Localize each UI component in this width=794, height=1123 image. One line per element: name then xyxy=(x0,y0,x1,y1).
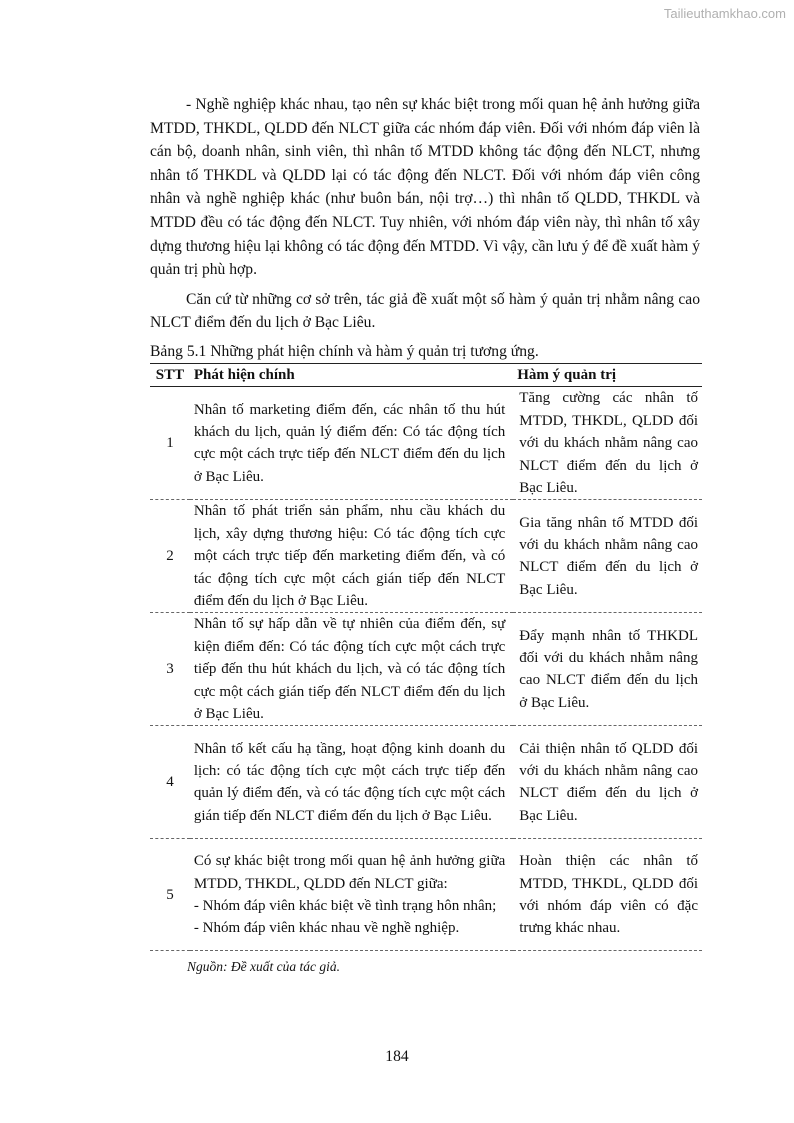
header-stt: STT xyxy=(155,366,185,383)
row-stt: 5 xyxy=(166,886,174,903)
page-content xyxy=(150,93,700,975)
table-row xyxy=(150,500,702,613)
finding-line: Có sự khác biệt trong mối quan hệ ảnh hưởng giữa MTDD, THKDL, QLDD đến NLCT giữa: xyxy=(193,853,506,892)
paragraph-basis: Căn cứ từ những cơ sở trên, tác giả đề xuất một số hàm ý quản trị nhằm nâng cao NLCT điểm đến du lịch ở Bạc Liêu. xyxy=(150,290,700,332)
source-note: Nguồn: Đề xuất của tác giả. xyxy=(187,959,340,975)
row-implication: Tăng cường các nhân tố MTDD, THKDL, QLDD đối với du khách nhằm nâng cao NLCT điểm đến du lịch ở Bạc Liêu. xyxy=(519,390,698,496)
row-stt: 2 xyxy=(166,548,174,565)
row-stt: 4 xyxy=(166,774,174,791)
row-implication: Hoàn thiện các nhân tố MTDD, THKDL, QLDD đối với nhóm đáp viên có đặc trưng khác nhau. xyxy=(519,853,698,937)
table-caption: Bảng 5.1 Những phát hiện chính và hàm ý quản trị tương ứng. xyxy=(150,342,539,360)
row-implication: Cải thiện nhân tố QLDD đối với du khách nhằm nâng cao NLCT điểm đến du lịch ở Bạc Liêu. xyxy=(519,740,698,824)
row-implication: Gia tăng nhân tố MTDD đối với du khách nhằm nâng cao NLCT điểm đến du lịch ở Bạc Liêu. xyxy=(519,514,698,598)
table-row xyxy=(150,613,702,726)
row-finding: Nhân tố marketing điểm đến, các nhân tố thu hút khách du lịch, quản lý điểm đến: Có tác động tích cực một cách trực tiếp đến NLCT điểm đến du lịch ở Bạc Liêu. xyxy=(193,401,506,485)
table-row xyxy=(150,387,702,500)
row-finding: Nhân tố phát triển sản phẩm, nhu cầu khách du lịch, xây dựng thương hiệu: Có tác động tích cực một cách trực tiếp đến marketing điểm đến, và có tác động tích cực một cách gián tiếp đến NLCT điểm đến du lịch ở Bạc Liêu. xyxy=(193,503,506,609)
finding-line: - Nhóm đáp viên khác nhau về nghề nghiệp. xyxy=(193,920,460,937)
row-finding: Nhân tố sự hấp dẫn về tự nhiên của điểm đến, sự kiện điểm đến: Có tác động tích cực một cách trực tiếp đến thu hút khách du lịch, và có tác động tích cực một cách gián tiếp đến NLCT điểm đến du lịch ở Bạc Liêu. xyxy=(193,616,506,723)
header-finding: Phát hiện chính xyxy=(193,366,295,383)
table-row xyxy=(150,726,702,839)
table-row xyxy=(150,839,702,951)
page-number: 184 xyxy=(385,1048,409,1065)
finding-line: - Nhóm đáp viên khác biệt về tình trạng hôn nhân; xyxy=(193,897,497,914)
row-stt: 1 xyxy=(166,435,174,452)
row-finding xyxy=(190,839,513,951)
paragraph-occupation: - Nghề nghiệp khác nhau, tạo nên sự khác biệt trong mối quan hệ ảnh hưởng giữa MTDD, THKDL, QLDD đến NLCT giữa các nhóm đáp viên. Đối với nhóm đáp viên là cán bộ, doanh nhân, sinh viên, thì nhân tố MTDD không tác động đến NLCT, nhưng nhân tố THKDL và QLDD lại có tác động đến NLCT. Đối với nhóm đáp viên công nhân và nghề nghiệp khác (như buôn bán, nội trợ…) thì nhân tố QLDD, THKDL và MTDD đều có tác động đến NLCT. Tuy nhiên, với nhóm đáp viên này, thì nhân tố xây dựng thương hiệu lại không có tác động đến MTDD. Vì vậy, cần lưu ý để đề xuất hàm ý quản trị phù hợp. xyxy=(150,96,700,279)
findings-table xyxy=(150,363,702,952)
watermark: Tailieuthamkhao.com xyxy=(663,6,786,21)
row-implication: Đẩy mạnh nhân tố THKDL đối với du khách nhằm nâng cao NLCT điểm đến du lịch ở Bạc Liêu. xyxy=(519,627,698,711)
header-implication: Hàm ý quản trị xyxy=(517,366,617,383)
table-header-row xyxy=(150,363,702,386)
row-stt: 3 xyxy=(166,661,174,678)
row-finding: Nhân tố kết cấu hạ tầng, hoạt động kinh doanh du lịch: có tác động tích cực một cách trực tiếp đến quản lý điểm đến, và có tác động tích cực một cách gián tiếp đến NLCT điểm đến du lịch ở Bạc Liêu. xyxy=(193,740,506,824)
